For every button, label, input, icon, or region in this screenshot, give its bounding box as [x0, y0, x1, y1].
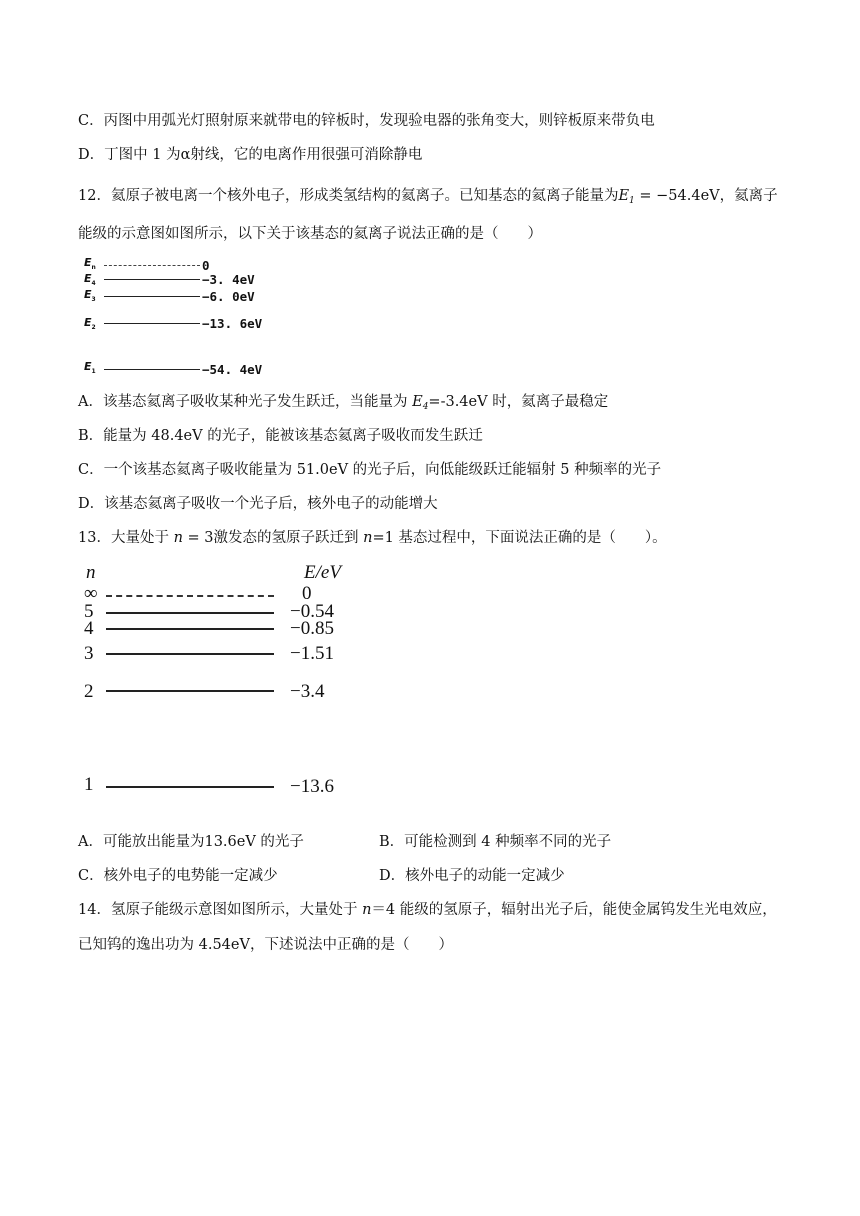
level-line — [104, 369, 200, 370]
q12-option-b: B．能量为 48.4eV 的光子，能被该基态氦离子吸收而发生跃迁 — [78, 428, 483, 444]
q13-option-b: B．可能检测到 4 种频率不同的光子 — [379, 834, 612, 850]
level-line — [104, 279, 200, 280]
level-n: 2 — [84, 681, 94, 702]
q13-stem: 13．大量处于 n = 3激发态的氢原子跃迁到 n=1 基态过程中，下面说法正确的是（ ）。 — [78, 530, 667, 546]
energy-axis-header: E/eV — [304, 562, 341, 583]
n-axis-header: n — [86, 562, 96, 583]
level-line — [104, 323, 200, 324]
level-line — [106, 653, 274, 655]
level-line — [106, 690, 274, 692]
level-value: −54. 4eV — [202, 362, 263, 377]
q12-stem-line2: 能级的示意图如图所示，以下关于该基态的氦离子说法正确的是（ ） — [78, 226, 542, 242]
level-n: 4 — [84, 618, 94, 639]
level-value: −3.4 — [290, 681, 325, 702]
level-n: 3 — [84, 643, 94, 664]
q12-stem-energy-sub: 1 — [629, 196, 635, 206]
q11-option-d: D．丁图中 1 为α射线，它的电离作用很强可消除静电 — [78, 147, 423, 163]
q13-option-a: A．可能放出能量为13.6eV 的光子 — [78, 834, 304, 850]
q12-stem-energy-value: = −54.4eV — [634, 188, 720, 204]
level-label: $E_3$ — [84, 288, 96, 303]
q13-option-d: D．核外电子的动能一定减少 — [379, 868, 565, 884]
level-line — [106, 786, 274, 788]
q12-stem-text-b: ，氦离子 — [719, 188, 778, 204]
level-line — [106, 628, 274, 630]
level-value: −1.51 — [290, 643, 334, 664]
q12-stem-energy-symbol: E — [618, 188, 630, 204]
level-n: 1 — [84, 774, 94, 795]
q12-option-a: A．该基态氦离子吸收某种光子发生跃迁，当能量为 $E_4=-3.4eV$ 时，氦离子最稳定 — [78, 394, 609, 412]
level-label: $E_n$ — [84, 256, 96, 271]
level-line — [104, 296, 200, 297]
level-n: ∞ — [84, 583, 98, 604]
level-value: −6. 0eV — [202, 289, 255, 304]
level-value: −3. 4eV — [202, 272, 255, 287]
level-value: 0 — [202, 258, 210, 273]
q12-option-d: D．该基态氦离子吸收一个光子后，核外电子的动能增大 — [78, 496, 438, 512]
q12-stem-line1 — [78, 186, 778, 211]
hydrogen-energy-level-diagram — [80, 560, 380, 800]
q12-stem-text-a: 12．氦原子被电离一个核外电子，形成类氢结构的氦离子。已知基态的氦离子能量为 — [78, 188, 619, 204]
level-n: 5 — [84, 601, 94, 622]
level-value: 0 — [302, 583, 312, 604]
level-label: $E_4$ — [84, 272, 96, 287]
helium-ion-energy-level-diagram — [84, 256, 284, 380]
q14-stem-line2: 已知钨的逸出功为 4.54eV，下述说法中正确的是（ ） — [78, 937, 453, 953]
level-line-dashed — [106, 595, 274, 597]
level-line — [106, 612, 274, 614]
q14-stem-line1: 14．氢原子能级示意图如图所示，大量处于 n＝4 能级的氢原子，辐射出光子后，能使金属钨发生光电效应， — [78, 902, 777, 918]
level-label: $E_1$ — [84, 360, 96, 375]
level-line-dashed — [104, 265, 200, 266]
level-value: −13. 6eV — [202, 316, 263, 331]
q12-option-c: C．一个该基态氦离子吸收能量为 51.0eV 的光子后，向低能级跃迁能辐射 5 种频率的光子 — [78, 462, 662, 478]
level-value: −13.6 — [290, 776, 334, 797]
q11-option-c: C．丙图中用弧光灯照射原来就带电的锌板时，发现验电器的张角变大，则锌板原来带负电 — [78, 113, 655, 129]
q13-option-c: C．核外电子的电势能一定减少 — [78, 868, 278, 884]
level-label: $E_2$ — [84, 316, 96, 331]
level-value: −0.54 — [290, 601, 334, 622]
level-value: −0.85 — [290, 618, 334, 639]
